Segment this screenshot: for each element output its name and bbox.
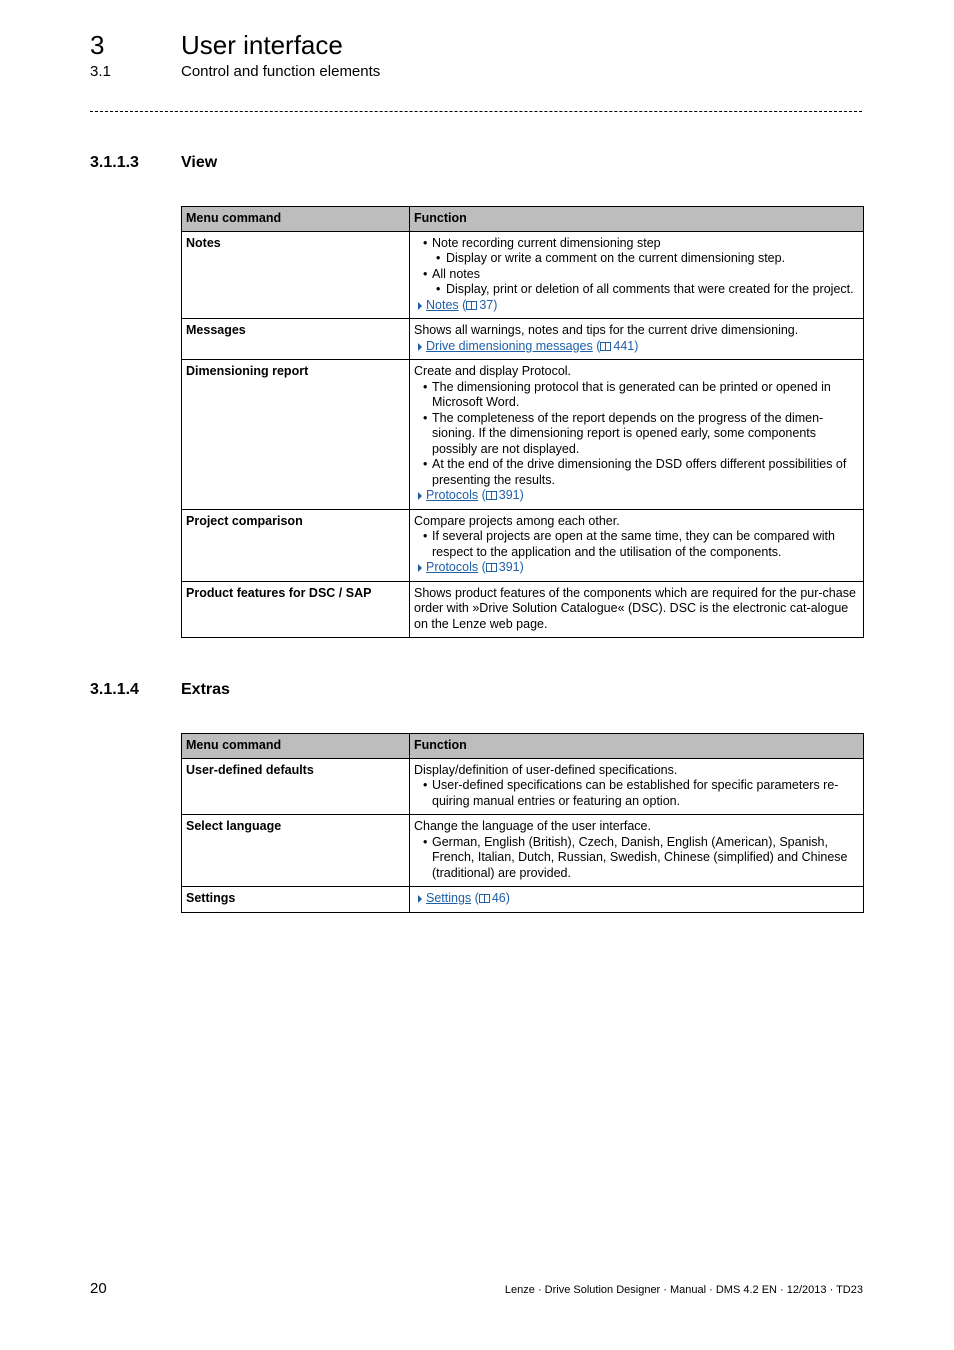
page-number: 20 <box>90 1280 107 1297</box>
extras-table <box>181 733 864 913</box>
page-ref: 391 <box>498 560 520 574</box>
function-text: Shows product features of the components which are required for the pur-chase order with »Drive Solution Catalogue« (DSC). DSC is the electronic cat-alogue on the Lenze web page. <box>414 585 856 631</box>
header-divider <box>90 111 862 112</box>
menu-command: Messages <box>182 319 410 360</box>
section-title: Control and function elements <box>181 63 381 80</box>
function-cell <box>410 887 864 913</box>
menu-command: Settings <box>182 887 410 913</box>
menu-command: Notes <box>182 231 410 319</box>
document-info: Lenze · Drive Solution Designer · Manual · DMS 4.2 EN · 12/2013 · TD23 <box>504 1284 863 1296</box>
col-menu-command: Menu command <box>182 207 410 232</box>
protocols-link[interactable]: Protocols <box>426 560 479 574</box>
function-cell <box>410 231 864 319</box>
function-text: Create and display Protocol. <box>414 364 572 378</box>
function-text: Compare projects among each other. <box>414 513 620 528</box>
triangle-right-icon <box>418 343 422 351</box>
menu-command: Product features for DSC / SAP <box>182 581 410 638</box>
table-row <box>182 815 864 887</box>
notes-link[interactable]: Notes <box>426 297 459 312</box>
bullet: • User-defined specifications can be established for specific parameters re-quiring manual entries or featuring an option. <box>414 778 859 809</box>
table-row <box>182 509 864 581</box>
book-icon <box>466 301 477 310</box>
cross-reference: Drive dimensioning messages ( 441) <box>414 339 859 355</box>
bullet: • The dimensioning protocol that is generated can be printed or opened in Microsoft Word. <box>414 380 859 411</box>
menu-command: Dimensioning report <box>182 360 410 510</box>
page-ref: 391 <box>498 488 520 502</box>
function-cell <box>410 815 864 887</box>
function-cell <box>410 581 864 638</box>
function-cell <box>410 509 864 581</box>
section-number: 3.1 <box>90 63 111 80</box>
function-text: Change the language of the user interface. <box>414 819 651 833</box>
menu-command: Select language <box>182 815 410 887</box>
triangle-right-icon <box>418 895 422 903</box>
view-table <box>181 206 864 638</box>
book-icon <box>486 491 497 500</box>
triangle-right-icon <box>418 492 422 500</box>
bullet: • Note recording current dimensioning step <box>414 236 859 252</box>
page-ref: 46 <box>491 891 506 905</box>
table-row <box>182 231 864 319</box>
bullet: • German, English (British), Czech, Danish, English (American), Spanish, French, Italian, Dutch, Russian, Swedish, Chinese (simplified) and Chinese (traditional) are provided. <box>414 835 859 882</box>
function-text: Display/definition of user-defined specifications. <box>414 762 678 777</box>
function-cell <box>410 360 864 510</box>
col-function: Function <box>410 734 864 759</box>
table-header-row <box>182 734 864 759</box>
sub-bullet: • Display or write a comment on the current dimensioning step. <box>414 251 859 267</box>
settings-link[interactable]: Settings <box>426 891 472 905</box>
sub-bullet: • Display, print or deletion of all comments that were created for the project. <box>414 282 859 298</box>
view-number: 3.1.1.3 <box>90 154 139 171</box>
book-icon <box>486 563 497 572</box>
messages-link[interactable]: Drive dimensioning messages <box>426 338 593 353</box>
function-text: Shows all warnings, notes and tips for the current drive dimensioning. <box>414 323 799 337</box>
book-icon <box>479 894 490 903</box>
bullet: • At the end of the drive dimensioning the DSD offers different possibilities of presenting the results. <box>414 457 859 488</box>
menu-command: User-defined defaults <box>182 758 410 815</box>
col-function: Function <box>410 207 864 232</box>
view-title: View <box>181 154 218 171</box>
table-row <box>182 360 864 510</box>
extras-number: 3.1.1.4 <box>90 681 139 698</box>
protocols-link[interactable]: Protocols <box>426 488 479 502</box>
cross-reference: Protocols ( 391) <box>414 488 859 504</box>
table-row <box>182 887 864 913</box>
table-row <box>182 319 864 360</box>
table-row <box>182 758 864 815</box>
book-icon <box>600 342 611 351</box>
table-header-row <box>182 207 864 232</box>
triangle-right-icon <box>418 302 422 310</box>
menu-command: Project comparison <box>182 509 410 581</box>
chapter-number: 3 <box>90 30 105 60</box>
triangle-right-icon <box>418 564 422 572</box>
chapter-title: User interface <box>181 30 343 60</box>
col-menu-command: Menu command <box>182 734 410 759</box>
bullet: • The completeness of the report depends on the progress of the dimen-sioning. If the dimensioning report is opened early, some components possibly are not displayed. <box>414 411 859 458</box>
bullet: • All notes <box>414 267 859 283</box>
extras-title: Extras <box>181 681 230 698</box>
cross-reference: Notes ( 37) <box>414 298 859 314</box>
function-cell <box>410 758 864 815</box>
cross-reference: Settings ( 46) <box>414 891 859 907</box>
table-row <box>182 581 864 638</box>
function-cell <box>410 319 864 360</box>
page-ref: 37 <box>479 297 494 312</box>
bullet: • If several projects are open at the same time, they can be compared with respect to the application and the utilisation of the components. <box>414 529 859 560</box>
cross-reference: Protocols ( 391) <box>414 560 859 576</box>
page-ref: 441 <box>613 338 635 353</box>
